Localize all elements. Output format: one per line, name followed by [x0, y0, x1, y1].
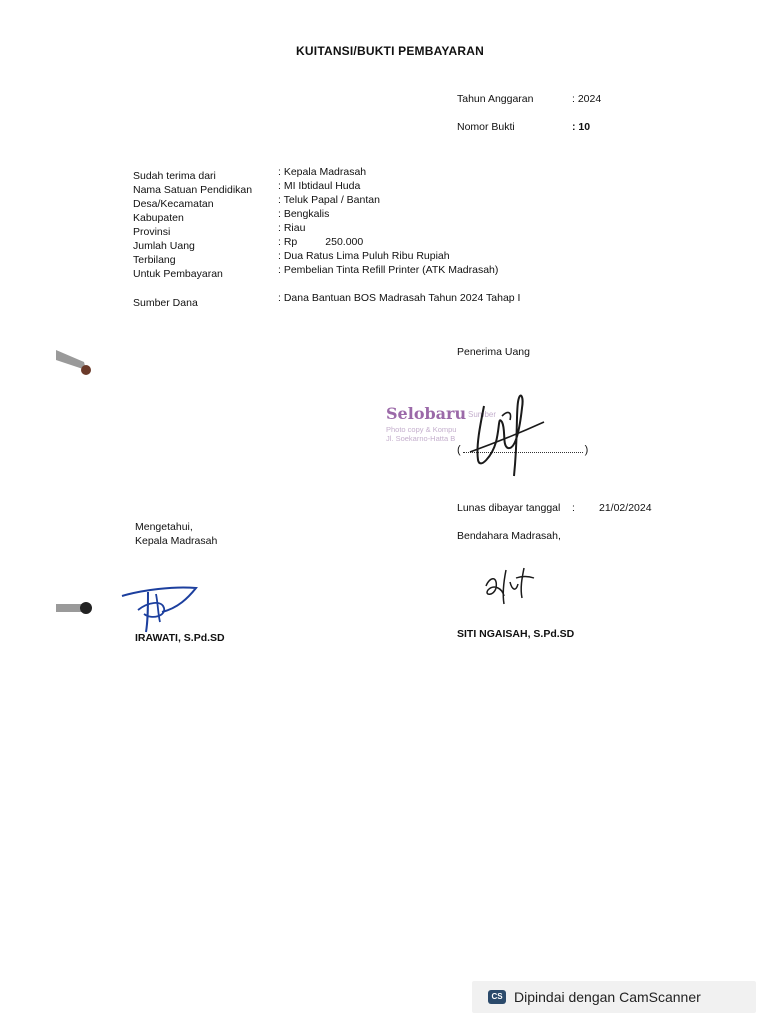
field-value-province: : Riau	[278, 222, 306, 234]
camscanner-watermark	[472, 981, 756, 1013]
field-label-fund-source: Sumber Dana	[133, 297, 198, 309]
currency-prefix: : Rp	[278, 236, 298, 248]
receiver-label: Penerima Uang	[457, 346, 530, 358]
camscanner-text: Dipindai dengan CamScanner	[514, 989, 701, 1005]
budget-year-label: Tahun Anggaran	[457, 93, 534, 105]
paid-date-colon: :	[572, 502, 575, 514]
head-signature	[118, 582, 202, 634]
field-value-in-words: : Dua Ratus Lima Puluh Ribu Rupiah	[278, 250, 450, 262]
camscanner-logo-icon: CS	[488, 990, 506, 1004]
field-value-purpose: : Pembelian Tinta Refill Printer (ATK Madrasah)	[278, 264, 499, 276]
field-value-fund-source: : Dana Bantuan BOS Madrasah Tahun 2024 Tahap I	[278, 292, 521, 304]
field-label-purpose: Untuk Pembayaran	[133, 268, 223, 280]
stamp-line-1: Photo copy & Kompu	[386, 425, 457, 434]
stamp-line-2: Jl. Soekarno-Hatta B	[386, 434, 456, 443]
amount-value: 250.000	[325, 236, 364, 248]
field-label-school-name: Nama Satuan Pendidikan	[133, 184, 253, 196]
paid-date-value: 21/02/2024	[599, 502, 652, 514]
field-value-amount-row	[278, 236, 363, 249]
paid-date-label: Lunas dibayar tanggal	[457, 502, 561, 514]
field-value-school-name: : MI Ibtidaul Huda	[278, 180, 361, 192]
paren-open: (	[457, 444, 461, 456]
treasurer-name: SITI NGAISAH, S.Pd.SD	[457, 628, 575, 640]
field-value-received-from: : Kepala Madrasah	[278, 166, 367, 178]
head-title-label: Kepala Madrasah	[135, 535, 218, 547]
field-label-province: Provinsi	[133, 226, 171, 238]
field-label-regency: Kabupaten	[133, 212, 184, 224]
stamp-shop-name: Selobaru	[386, 404, 467, 423]
treasurer-label: Bendahara Madrasah,	[457, 530, 561, 542]
field-label-in-words: Terbilang	[133, 254, 176, 266]
paren-close: )	[584, 444, 589, 456]
field-label-village: Desa/Kecamatan	[133, 198, 214, 210]
field-value-regency: : Bengkalis	[278, 208, 330, 220]
receiver-signature	[462, 386, 552, 478]
punch-hole-mark-top	[56, 346, 94, 378]
field-label-amount: Jumlah Uang	[133, 240, 195, 252]
field-value-village: : Teluk Papal / Bantan	[278, 194, 380, 206]
receipt-number-value: : 10	[572, 121, 591, 133]
budget-year-value: : 2024	[572, 93, 602, 105]
punch-hole-mark-bottom	[56, 598, 94, 620]
head-name: IRAWATI, S.Pd.SD	[135, 632, 225, 644]
field-label-received-from: Sudah terima dari	[133, 170, 216, 182]
receipt-number-label: Nomor Bukti	[457, 121, 515, 133]
document-title: KUITANSI/BUKTI PEMBAYARAN	[296, 44, 484, 58]
treasurer-signature	[480, 566, 540, 608]
acknowledged-label: Mengetahui,	[135, 521, 193, 533]
stamp-shop-sub: Sumber	[468, 410, 497, 419]
